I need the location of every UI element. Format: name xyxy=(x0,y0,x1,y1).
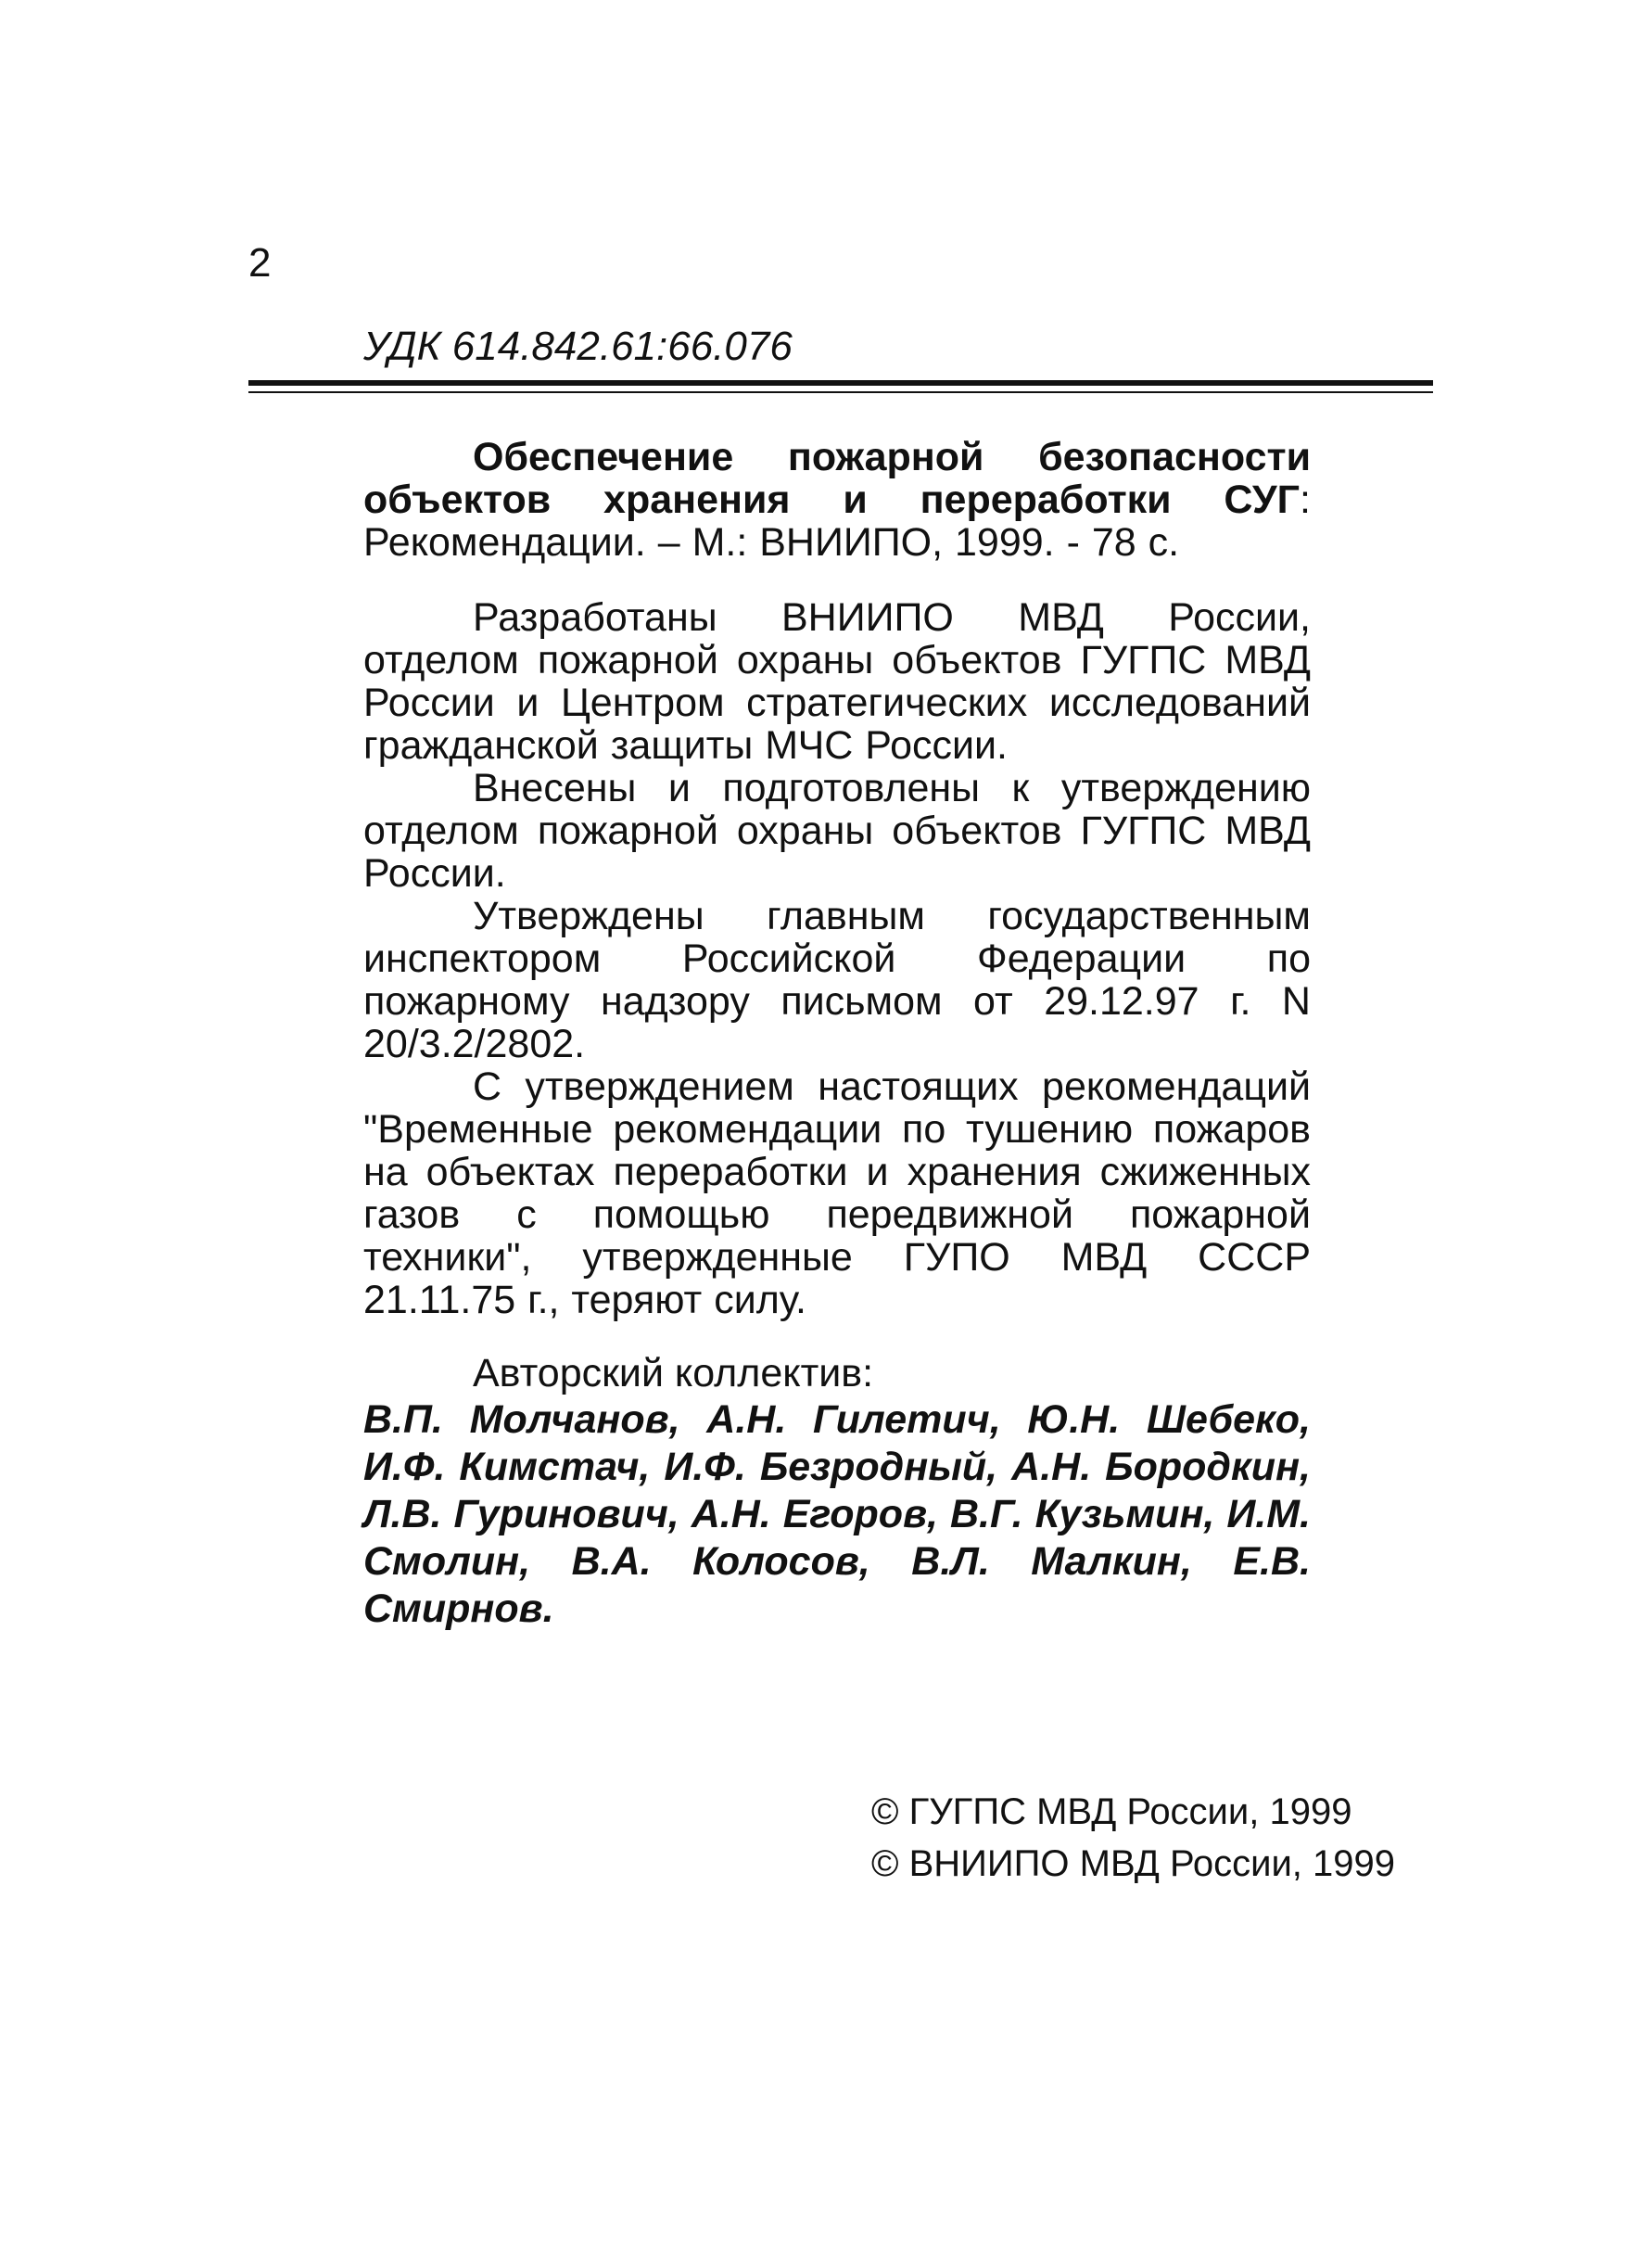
authors-list: В.П. Молчанов, А.Н. Гилетич, Ю.Н. Шебеко, И.Ф. Кимстач, И.Ф. Безродный, А.Н. Бородкин, Л.В. Гуринович, А.Н. Егоров, В.Г. Кузьмин, И.М. Смолин, В.А. Колосов, В.Л. Малкин, Е.В. Смирнов. xyxy=(363,1397,1311,1631)
document-title: Обеспечение пожарной безопасности объектов хранения и переработки СУГ xyxy=(363,435,1311,522)
authors-label: Авторский коллектив: xyxy=(473,1351,874,1395)
submitted-paragraph: Внесены и подготовлены к утверждению отделом пожарной охраны объектов ГУГПС МВД России. xyxy=(363,766,1311,896)
header-rule-thick xyxy=(248,380,1433,386)
copyright-line: © ВНИИПО МВД России, 1999 xyxy=(871,1843,1396,1884)
udk-code: УДК 614.842.61:66.076 xyxy=(363,324,793,369)
developed-by-paragraph: Разработаны ВНИИПО МВД России, отделом пожарной охраны объектов ГУГПС МВД России и Центром стратегических исследований гражданской защиты МЧС России. xyxy=(363,595,1311,768)
document-history xyxy=(363,596,1311,1321)
approved-paragraph: Утверждены главным государственным инспектором Российской Федерации по пожарному надзору письмом от 29.12.97 г. N 20/3.2/2802. xyxy=(363,894,1311,1066)
superseded-paragraph: С утверждением настоящих рекомендаций "Временные рекомендации по тушению пожаров на объектах переработки и хранения сжиженных газов с помощью передвижной пожарной техники", утвержденные ГУПО МВД СССР 21.11.75 г., теряют силу. xyxy=(363,1064,1311,1322)
publication-details: : Рекомендации. – М.: ВНИИПО, 1999. - 78 с. xyxy=(363,478,1311,565)
copyright-line: © ГУГПС МВД России, 1999 xyxy=(871,1791,1352,1832)
page-number: 2 xyxy=(248,240,272,286)
header-rule-thin xyxy=(248,391,1433,393)
bibliographic-entry xyxy=(363,436,1311,564)
